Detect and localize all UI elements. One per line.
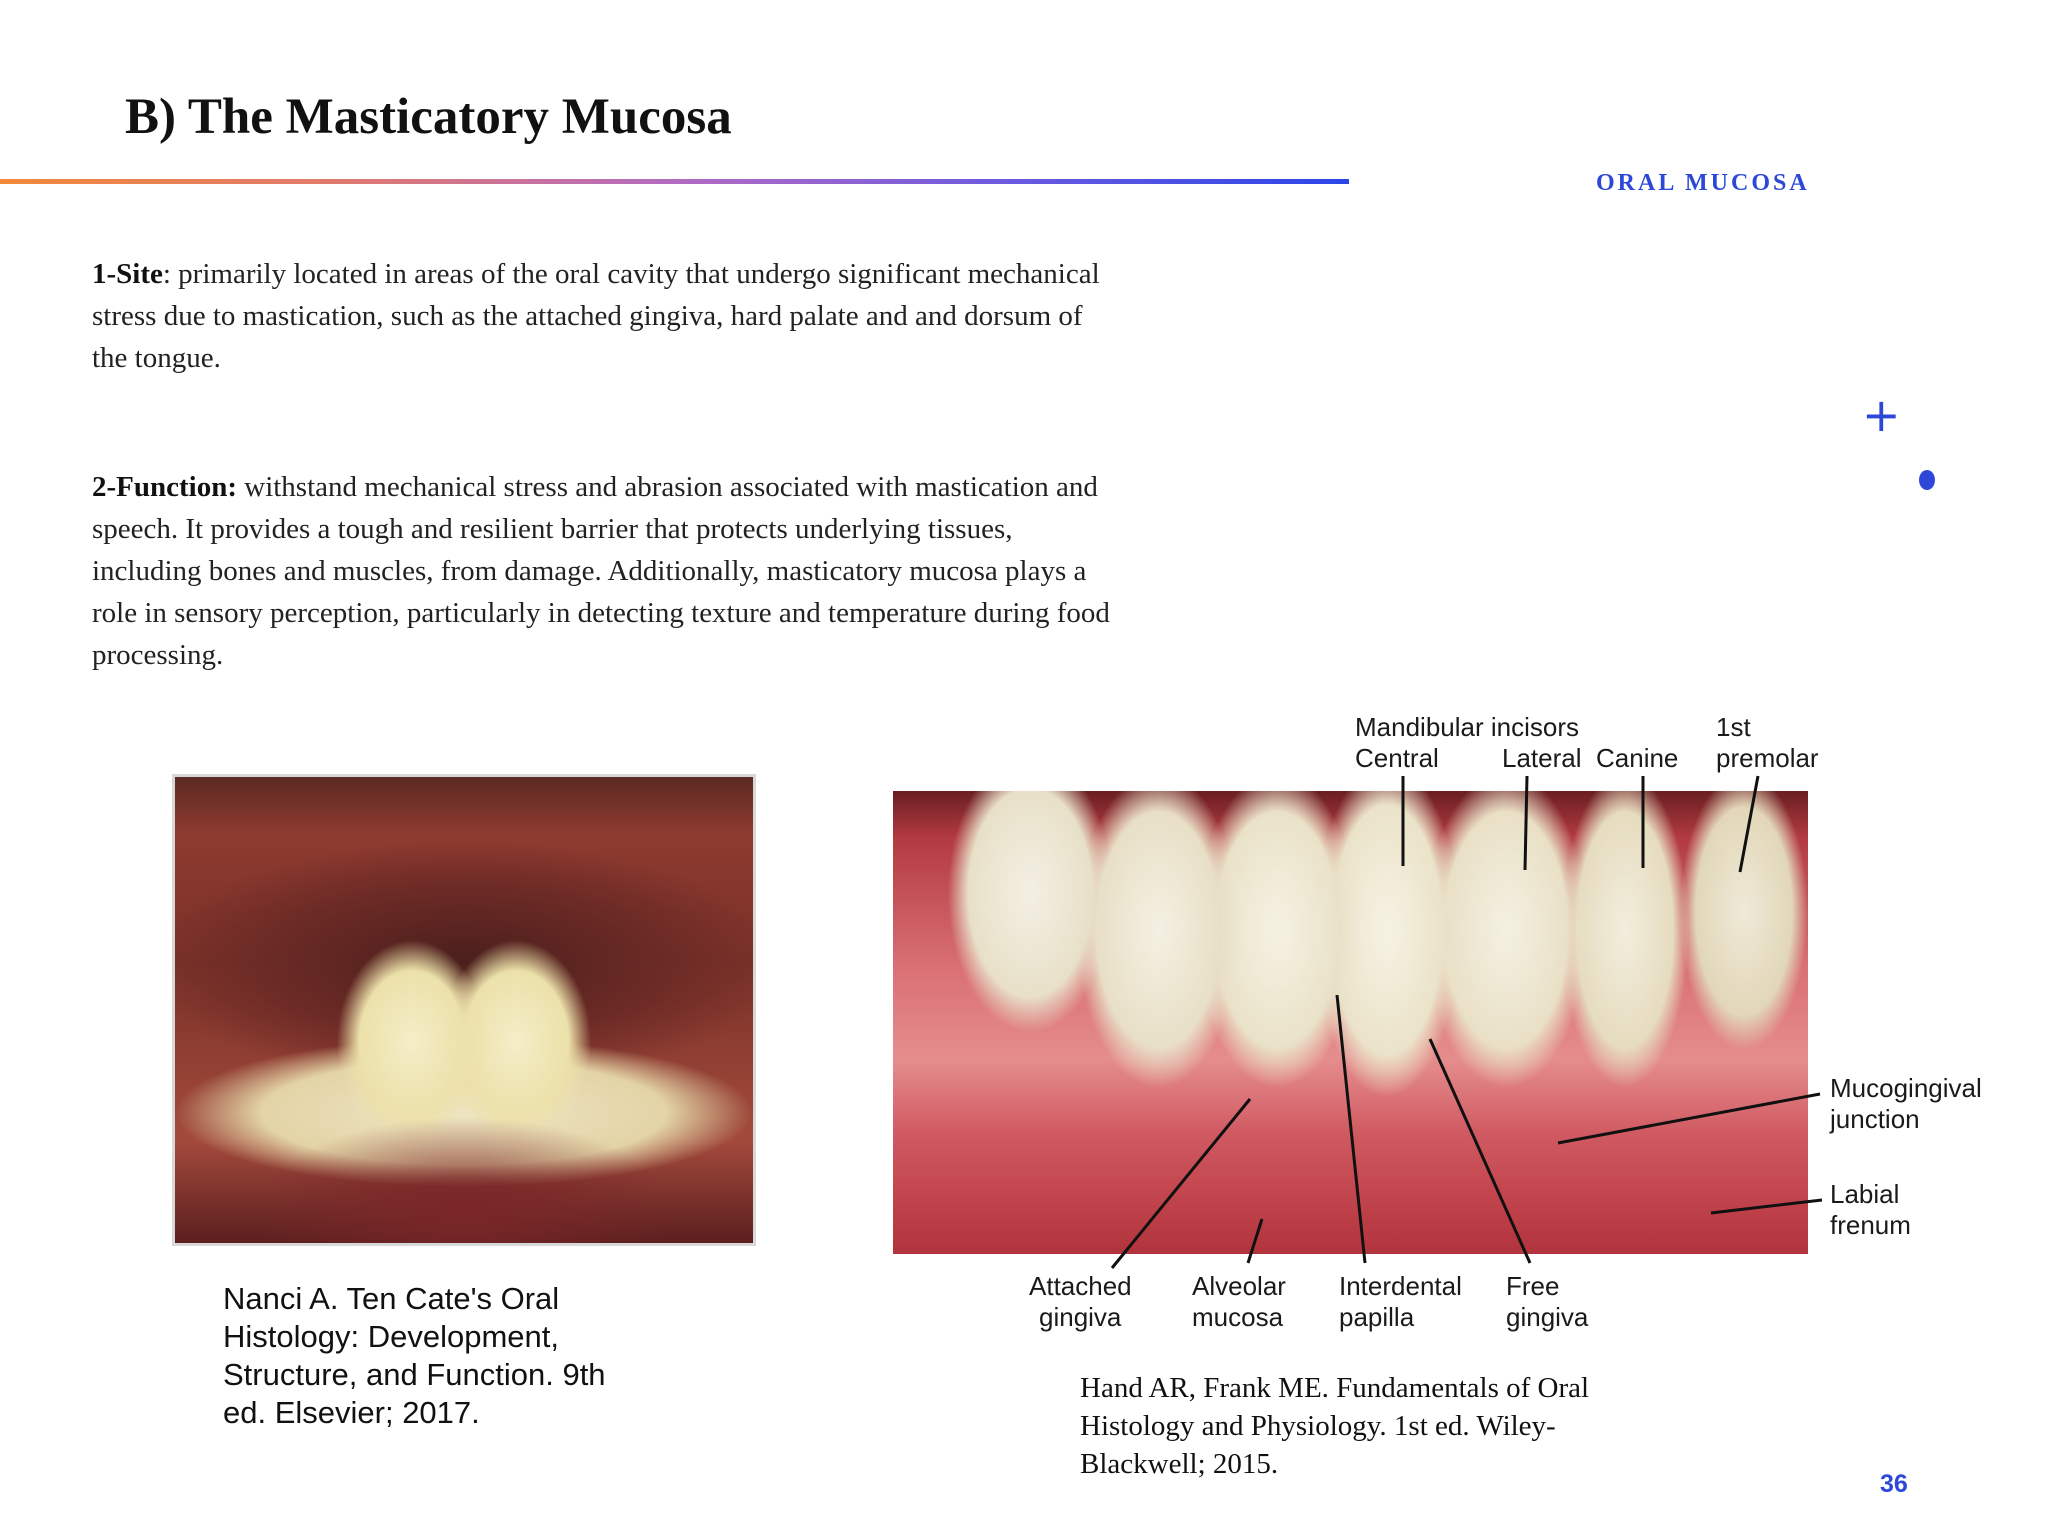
mandibular-teeth-photo <box>893 791 1808 1254</box>
label-mucogingival-line2: junction <box>1830 1104 1920 1134</box>
gingiva-photo-pigmented <box>172 774 756 1246</box>
label-first-premolar-line2: premolar <box>1716 743 1819 773</box>
left-figure-citation: Nanci A. Ten Cate's Oral Histology: Development, Structure, and Function. 9th ed. Elsevier; 2017. <box>223 1281 606 1430</box>
site-text: : primarily located in areas of the oral cavity that undergo significant mechanical stress due to mastication, such as the attached gingiva, hard palate and and dorsum of the tongue. <box>92 258 1100 374</box>
title-divider <box>0 179 1349 184</box>
label-free-gingiva-line1: Free <box>1506 1271 1560 1301</box>
function-heading: 2-Function: <box>92 471 237 503</box>
page-title: B) The Masticatory Mucosa <box>125 89 732 145</box>
label-attached-gingiva-line2: gingiva <box>1039 1302 1122 1332</box>
dot-icon <box>1919 470 1935 490</box>
label-lateral: Lateral <box>1502 743 1582 773</box>
label-attached-gingiva-line1: Attached <box>1029 1271 1132 1301</box>
page-number: 36 <box>1880 1470 1908 1498</box>
label-central: Central <box>1355 743 1439 773</box>
label-mandibular-incisors: Mandibular incisors <box>1355 712 1579 742</box>
label-labial-frenum-line2: frenum <box>1830 1210 1911 1240</box>
label-alveolar-mucosa-line1: Alveolar <box>1192 1271 1286 1301</box>
label-first-premolar-line1: 1st <box>1716 712 1751 742</box>
label-interdental-papilla-line2: papilla <box>1339 1302 1415 1332</box>
right-figure-citation: Hand AR, Frank ME. Fundamentals of Oral Histology and Physiology. 1st ed. Wiley-Blackwell; 2015. <box>1080 1372 1590 1480</box>
label-interdental-papilla-line1: Interdental <box>1339 1271 1462 1301</box>
site-paragraph <box>92 253 1112 379</box>
label-labial-frenum-line1: Labial <box>1830 1179 1900 1209</box>
function-paragraph <box>92 466 1112 676</box>
section-label: ORAL MUCOSA <box>1596 170 1810 196</box>
site-heading: 1-Site <box>92 258 163 290</box>
function-text: withstand mechanical stress and abrasion associated with mastication and speech. It provides a tough and resilient barrier that protects underlying tissues, including bones and muscles, from damage. Additionally, masticatory mucosa plays a role in sensory perception, particularly in detecting texture and temperature during food processing. <box>92 471 1110 671</box>
label-mucogingival-line1: Mucogingival <box>1830 1073 1982 1103</box>
label-alveolar-mucosa-line2: mucosa <box>1192 1302 1284 1332</box>
label-free-gingiva-line2: gingiva <box>1506 1302 1589 1332</box>
plus-icon: + <box>1862 388 1901 442</box>
label-canine: Canine <box>1596 743 1679 773</box>
